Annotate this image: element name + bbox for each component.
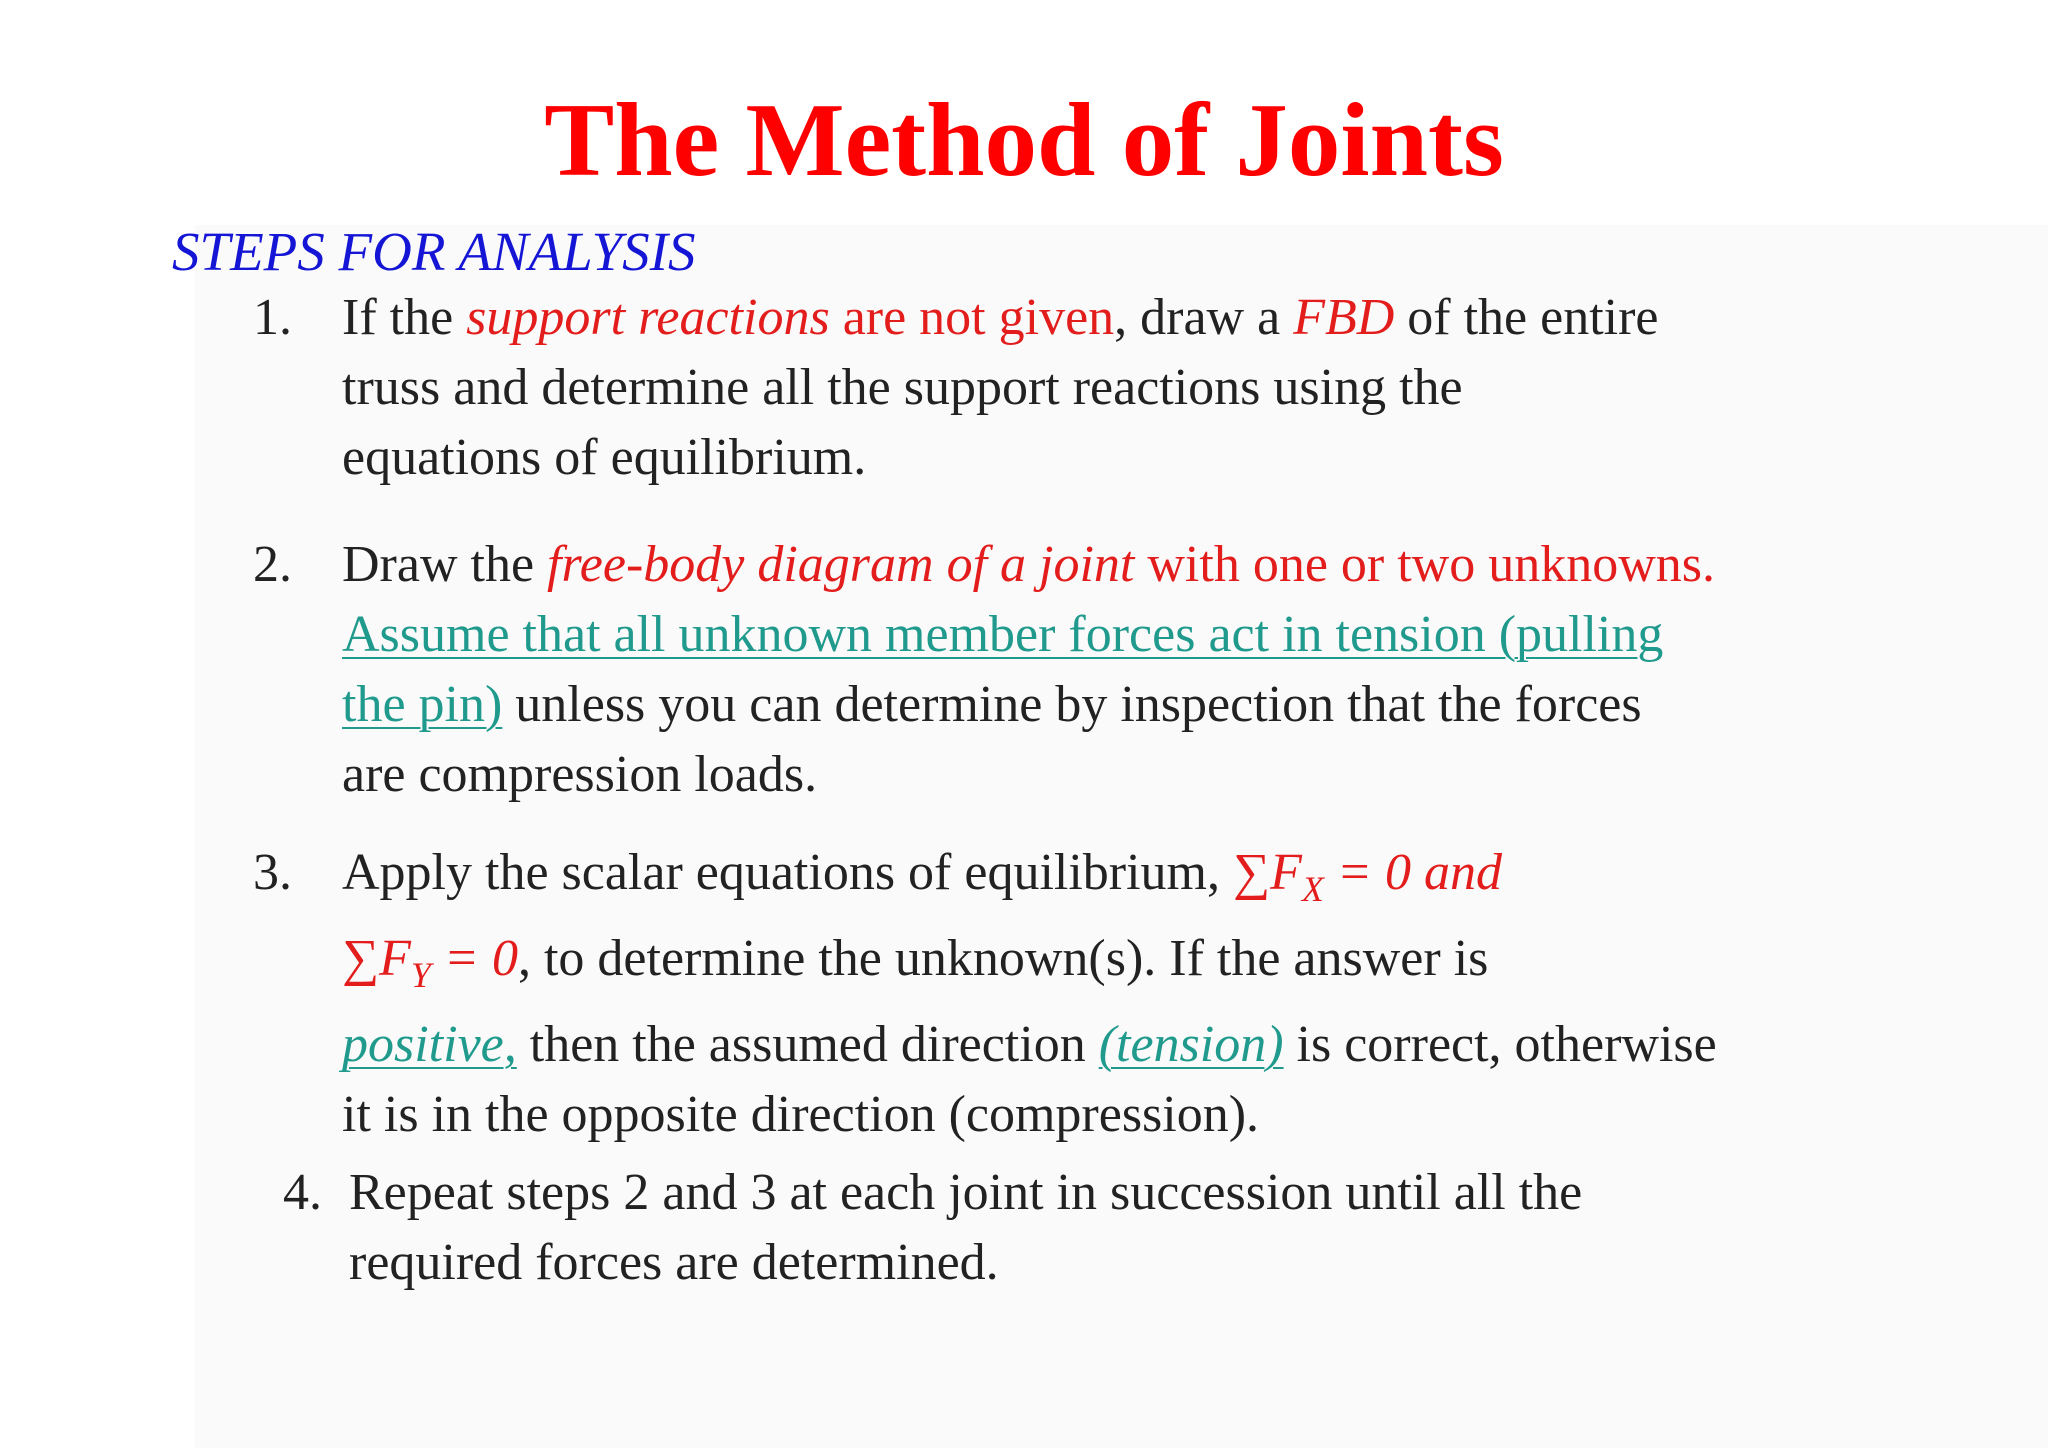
equation-value: = 0 xyxy=(1323,844,1424,901)
underlined-text: (tension) xyxy=(1098,1016,1284,1073)
step-4 xyxy=(283,1158,1582,1298)
conjunction: and xyxy=(1423,844,1502,901)
step-body xyxy=(349,1158,1582,1298)
sigma-symbol: ∑F xyxy=(342,930,411,987)
section-heading: STEPS FOR ANALYSIS xyxy=(172,221,696,282)
emphasis-text: with one or two unknowns. xyxy=(1134,536,1716,593)
text-run: , draw a xyxy=(1114,289,1294,346)
step-line xyxy=(342,838,1717,924)
emphasis-text: free-body diagram of a joint xyxy=(547,536,1135,593)
equation-sum-fy xyxy=(342,930,518,995)
text-run: If the xyxy=(342,289,467,346)
underlined-text: positive, xyxy=(342,1016,517,1073)
step-number: 2. xyxy=(253,536,292,593)
step-number: 3. xyxy=(253,844,292,901)
step-number: 1. xyxy=(253,289,292,346)
step-3 xyxy=(253,838,1717,1150)
step-body xyxy=(342,283,1659,493)
text-run: Apply the scalar equations of equilibrium, xyxy=(342,844,1234,901)
emphasis-text: support reactions xyxy=(466,289,830,346)
step-number: 4. xyxy=(283,1164,322,1221)
text-run: then the assumed direction xyxy=(516,1016,1099,1073)
subscript: Y xyxy=(410,955,431,995)
step-body xyxy=(342,838,1717,1150)
underlined-text: the pin) xyxy=(342,676,503,733)
step-1 xyxy=(253,283,1659,493)
equation-sum-fx xyxy=(1233,844,1502,909)
page-title: The Method of Joints xyxy=(544,81,1504,198)
step-line: required forces are determined. xyxy=(349,1234,999,1291)
step-line xyxy=(342,530,1715,600)
underlined-text: Assume that all unknown member forces act in tension (pulling xyxy=(342,606,1664,663)
step-line: Repeat steps 2 and 3 at each joint in succession until all the xyxy=(349,1164,1583,1221)
step-line: it is in the opposite direction (compression). xyxy=(342,1086,1260,1143)
text-run: is correct, otherwise xyxy=(1283,1016,1717,1073)
step-line: truss and determine all the support reactions using the xyxy=(342,359,1463,416)
sigma-symbol: ∑F xyxy=(1233,844,1302,901)
text-run: Draw the xyxy=(342,536,548,593)
subscript: X xyxy=(1301,869,1324,909)
step-line: equations of equilibrium. xyxy=(342,429,867,486)
step-body xyxy=(342,530,1715,810)
emphasis-text: FBD xyxy=(1293,289,1395,346)
text-run: unless you can determine by inspection that the forces xyxy=(502,676,1642,733)
equation-value: = 0 xyxy=(430,930,518,987)
step-line xyxy=(342,1010,1717,1080)
step-2 xyxy=(253,530,1715,810)
step-line xyxy=(342,283,1659,353)
step-line xyxy=(342,924,1717,1010)
step-line: are compression loads. xyxy=(342,746,818,803)
text-run: of the entire xyxy=(1394,289,1659,346)
emphasis-text: are not given xyxy=(829,289,1115,346)
step-line xyxy=(342,670,1715,740)
text-run: , to determine the unknown(s). If the answer is xyxy=(517,930,1489,987)
